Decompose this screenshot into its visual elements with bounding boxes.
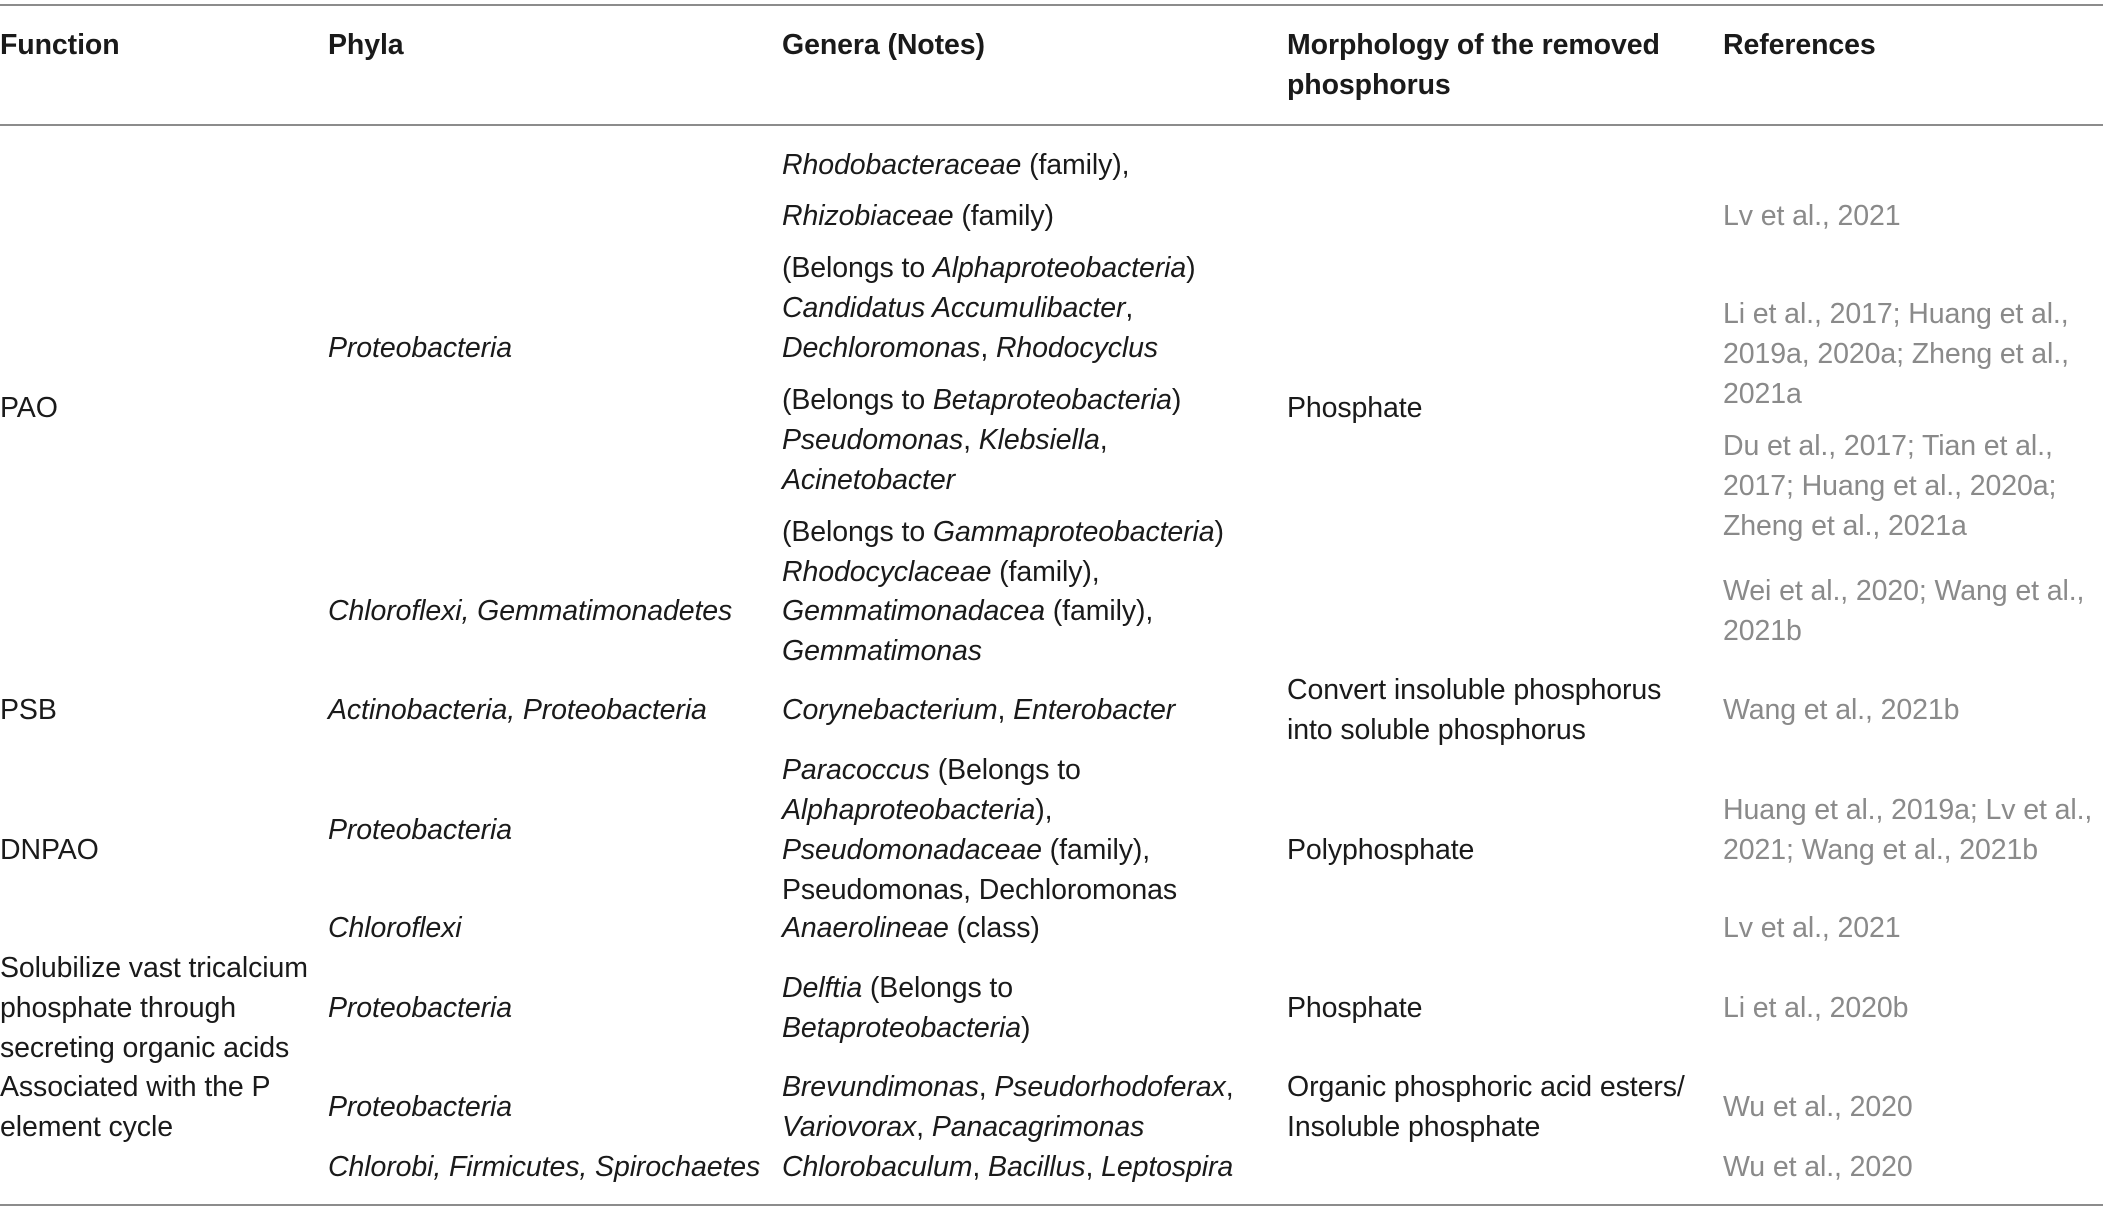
reference-cell: Lv et al., 2021 [1723, 200, 1901, 232]
genera-line: Rhodobacteraceae (family), [782, 149, 1130, 181]
genera-line: Dechloromonas, Rhodocyclus [782, 332, 1159, 364]
function-associated: element cycle [0, 1111, 173, 1143]
header-function: Function [0, 29, 120, 61]
genera-line: Brevundimonas, Pseudorhodoferax, [782, 1071, 1234, 1103]
reference-cell: Wu et al., 2020 [1723, 1151, 1913, 1183]
genera-line: Rhizobiaceae (family) [782, 200, 1054, 232]
reference-cell: 2017; Huang et al., 2020a; [1723, 470, 2057, 502]
genera-line: Corynebacterium, Enterobacter [782, 694, 1176, 726]
reference-cell: Li et al., 2017; Huang et al., [1723, 298, 2069, 330]
genera-line: Acinetobacter [782, 464, 955, 496]
morphology-cell: Convert insoluble phosphorus [1287, 674, 1662, 706]
genera-line: Delftia (Belongs to [782, 972, 1013, 1004]
function-pao: PAO [0, 392, 58, 424]
phyla-cell: Chloroflexi, Gemmatimonadetes [328, 595, 733, 627]
genera-line: Variovorax, Panacagrimonas [782, 1111, 1145, 1143]
genera-line: Gemmatimonas [782, 635, 982, 667]
function-associated: Associated with the P [0, 1071, 271, 1103]
genera-line: Candidatus Accumulibacter, [782, 292, 1134, 324]
genera-line: Pseudomonas, Dechloromonas [782, 874, 1178, 906]
genera-line: (Belongs to Gammaproteobacteria) [782, 516, 1224, 548]
phyla-cell: Actinobacteria, Proteobacteria [328, 694, 707, 726]
reference-cell: 2021a [1723, 378, 1802, 410]
genera-line: Chlorobaculum, Bacillus, Leptospira [782, 1151, 1234, 1183]
genera-line: Betaproteobacteria) [782, 1012, 1031, 1044]
function-solubilize: phosphate through [0, 992, 236, 1024]
function-solubilize: Solubilize vast tricalcium [0, 952, 308, 984]
header-references: References [1723, 29, 1876, 61]
reference-cell: Li et al., 2020b [1723, 992, 1909, 1024]
phyla-cell: Proteobacteria [328, 332, 512, 364]
phyla-cell: Chlorobi, Firmicutes, Spirochaetes [328, 1151, 761, 1183]
header-genera: Genera (Notes) [782, 29, 985, 61]
reference-cell: Wang et al., 2021b [1723, 694, 1960, 726]
genera-line: Pseudomonadaceae (family), [782, 834, 1151, 866]
phyla-cell: Proteobacteria [328, 992, 512, 1024]
morphology-cell: Insoluble phosphate [1287, 1111, 1541, 1143]
genera-line: (Belongs to Betaproteobacteria) [782, 384, 1182, 416]
header-morphology: phosphorus [1287, 69, 1451, 101]
morphology-cell: Phosphate [1287, 992, 1423, 1024]
genera-line: Rhodocyclaceae (family), [782, 556, 1100, 588]
header-rule [0, 124, 2103, 126]
phyla-cell: Chloroflexi [328, 912, 462, 944]
reference-cell: Wei et al., 2020; Wang et al., [1723, 575, 2085, 607]
morphology-cell: Phosphate [1287, 392, 1423, 424]
genera-line: Alphaproteobacteria), [782, 794, 1053, 826]
header-morphology: Morphology of the removed [1287, 29, 1660, 61]
reference-cell: 2021; Wang et al., 2021b [1723, 834, 2039, 866]
reference-cell: 2021b [1723, 615, 1802, 647]
genera-line: Paracoccus (Belongs to [782, 754, 1081, 786]
morphology-cell: Organic phosphoric acid esters/ [1287, 1071, 1685, 1103]
genera-line: Gemmatimonadacea (family), [782, 595, 1154, 627]
function-solubilize: secreting organic acids [0, 1032, 290, 1064]
phyla-cell: Proteobacteria [328, 814, 512, 846]
reference-cell: Wu et al., 2020 [1723, 1091, 1913, 1123]
reference-cell: 2019a, 2020a; Zheng et al., [1723, 338, 2069, 370]
reference-cell: Du et al., 2017; Tian et al., [1723, 430, 2053, 462]
phyla-cell: Proteobacteria [328, 1091, 512, 1123]
genera-line: Pseudomonas, Klebsiella, [782, 424, 1108, 456]
reference-cell: Zheng et al., 2021a [1723, 510, 1967, 542]
genera-line: Anaerolineae (class) [782, 912, 1040, 944]
genera-line: (Belongs to Alphaproteobacteria) [782, 252, 1196, 284]
function-psb: PSB [0, 694, 57, 726]
function-dnpao: DNPAO [0, 834, 99, 866]
top-rule [0, 4, 2103, 6]
morphology-cell: Polyphosphate [1287, 834, 1475, 866]
reference-cell: Huang et al., 2019a; Lv et al., [1723, 794, 2093, 826]
morphology-cell: into soluble phosphorus [1287, 714, 1586, 746]
bottom-rule [0, 1204, 2103, 1206]
header-phyla: Phyla [328, 29, 404, 61]
reference-cell: Lv et al., 2021 [1723, 912, 1901, 944]
